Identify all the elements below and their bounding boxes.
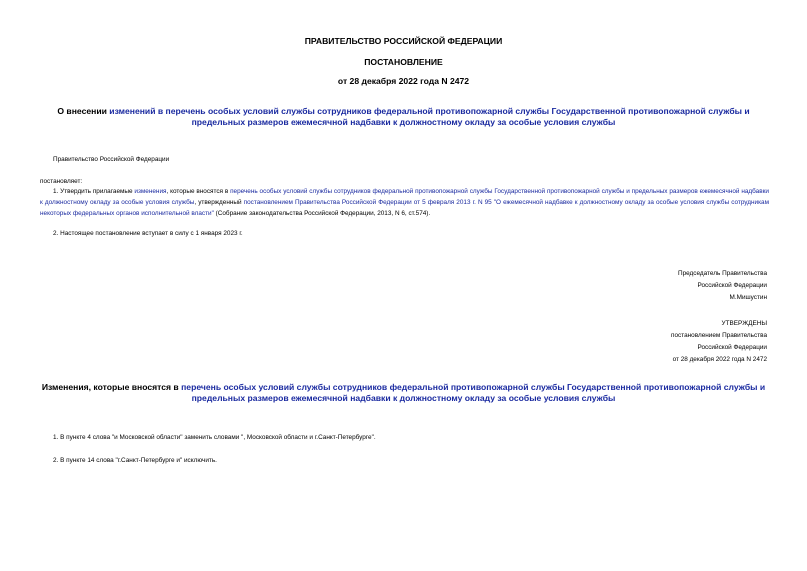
title-link-changes[interactable]: изменений: [109, 106, 156, 116]
p1-text-4: (Собрание законодательства Российской Федерации, 2013, N 6, ст.574).: [213, 210, 431, 217]
approved-block: [671, 318, 767, 366]
p1-text-3: , утвержденный: [194, 199, 244, 206]
header-date-number: от 28 декабря 2022 года N 2472: [337, 76, 470, 86]
approved-country: Российской Федерации: [697, 344, 767, 351]
change-item-1: 1. В пункте 4 слова "и Московской области" заменить словами ", Московской области и г.Санкт-Петербурге".: [53, 434, 376, 441]
signature-name: М.Мишустин: [729, 294, 767, 301]
p1-link-resolution[interactable]: постановлением Правительства Российской Федерации от 5 февраля 2013 г. N 95 "О ежемесячной надбавке к должностному окладу за особые условия службы сотрудникам некоторых федеральных органов исполнительной власти": [40, 199, 769, 217]
intro-text: Правительство Российской Федерации: [53, 156, 170, 163]
signature-position: Председатель Правительства: [678, 270, 767, 277]
approved-by: постановлением Правительства: [671, 332, 767, 339]
changes-title-link[interactable]: перечень особых условий службы сотрудников федеральной противопожарной службы Государственной противопожарной службы и предельных размеров ежемесячной надбавки к должностному окладу за особые условия службы: [181, 382, 766, 403]
paragraph-2: 2. Настоящее постановление вступает в силу с 1 января 2023 г.: [53, 230, 243, 237]
header-org: ПРАВИТЕЛЬСТВО РОССИЙСКОЙ ФЕДЕРАЦИИ: [304, 36, 503, 46]
p1-text-1: 1. Утвердить прилагаемые: [53, 188, 135, 195]
header-doc-type: ПОСТАНОВЛЕНИЕ: [364, 57, 443, 67]
approved-label: УТВЕРЖДЕНЫ: [721, 320, 767, 327]
signature-country: Российской Федерации: [697, 282, 767, 289]
p1-link-list[interactable]: перечень особых условий службы сотрудников федеральной противопожарной службы Государственной противопожарной службы и предельных размеров ежемесячной надбавки к должностному окладу за особые условия службы: [40, 188, 769, 206]
paragraph-1: [40, 186, 769, 219]
change-item-2: 2. В пункте 14 слова "г.Санкт-Петербурге и" исключить.: [53, 457, 217, 464]
decides-text: постановляет:: [40, 178, 83, 185]
p1-link-changes[interactable]: изменения: [134, 188, 167, 195]
changes-title: [40, 382, 767, 404]
signature-block: [678, 268, 767, 304]
changes-title-prefix: Изменения, которые вносятся в: [41, 382, 182, 392]
p1-text-2: , которые вносятся в: [166, 188, 231, 195]
approved-date: от 28 декабря 2022 года N 2472: [672, 356, 767, 363]
document-title: [40, 106, 767, 128]
title-link-list[interactable]: в перечень особых условий службы сотрудников федеральной противопожарной службы Государственной противопожарной службы и предельных размеров ежемесячной надбавки к должностному окладу за особые условия службы: [157, 106, 750, 127]
title-prefix: О внесении: [57, 106, 110, 116]
